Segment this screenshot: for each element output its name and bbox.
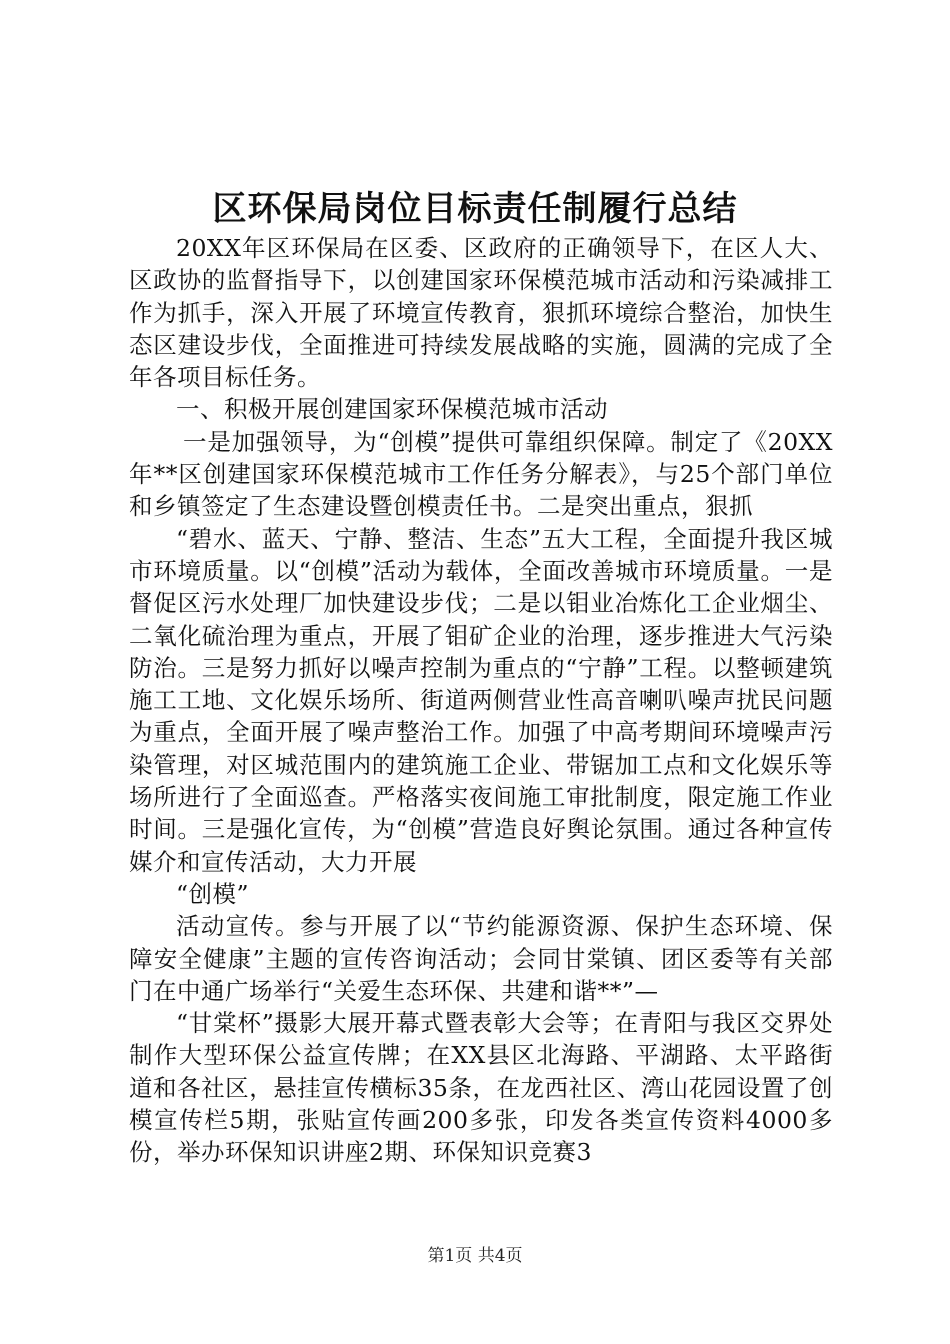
paragraph-five-projects: “碧水、蓝天、宁静、整洁、生态”五大工程，全面提升我区城市环境质量。以“创模”活动为载体，全面改善城市环境质量。一是督促区污水处理厂加快建设步伐；二是以钼业冶炼化工企业烟尘、二氧化硫治理为重点，开展了钼矿企业的治理，逐步推进大气污染防治。三是努力抓好以噪声控制为重点的“宁静”工程。以整顿建筑施工工地、文化娱乐场所、街道两侧营业性高音喇叭噪声扰民问题为重点，全面开展了噪声整治工作。加强了中高考期间环境噪声污染管理，对区城范围内的建筑施工企业、带锯加工点和文化娱乐等场所进行了全面巡查。严格落实夜间施工审批制度，限定施工作业时间。三是强化宣传，为“创模”营造良好舆论氛围。通过各种宣传媒介和宣传活动，大力开展	[129, 524, 833, 876]
paragraph-photo-exhibition: “甘棠杯”摄影大展开幕式暨表彰大会等；在青阳与我区交界处制作大型环保公益宣传牌；在XX县区北海路、平湖路、太平路街道和各社区，悬挂宣传横标35条，在龙西社区、湾山花园设置了创模宣传栏5期，张贴宣传画200多张，印发各类宣传资料4000多份，举办环保知识讲座2期、环保知识竞赛3	[129, 1009, 833, 1167]
document-title: 区环保局岗位目标责任制履行总结	[212, 189, 738, 229]
paragraph-leadership: 一是加强领导，为“创模”提供可靠组织保障。制定了《20XX年**区创建国家环保模范城市工作任务分解表》，与25个部门单位和乡镇签定了生态建设暨创模责任书。二是突出重点，狠抓	[129, 427, 833, 521]
paragraph-intro: 20XX年区环保局在区委、区政府的正确领导下，在区人大、区政协的监督指导下，以创建国家环保模范城市活动和污染减排工作为抓手，深入开展了环境宣传教育，狠抓环境综合整治，加快生态区建设步伐，全面推进可持续发展战略的实施，圆满的完成了全年各项目标任务。	[129, 234, 833, 392]
page-number-footer: 第1页 共4页	[427, 1246, 523, 1266]
paragraph-chuangmo-fragment: “创模”	[176, 879, 250, 908]
section-heading-1: 一、积极开展创建国家环保模范城市活动	[176, 395, 608, 424]
paragraph-publicity: 活动宣传。参与开展了以“节约能源资源、保护生态环境、保障安全健康”主题的宣传咨询活动；会同甘棠镇、团区委等有关部门在中通广场举行“关爱生态环保、共建和谐**”—	[129, 912, 833, 1005]
document-body	[129, 232, 833, 1169]
